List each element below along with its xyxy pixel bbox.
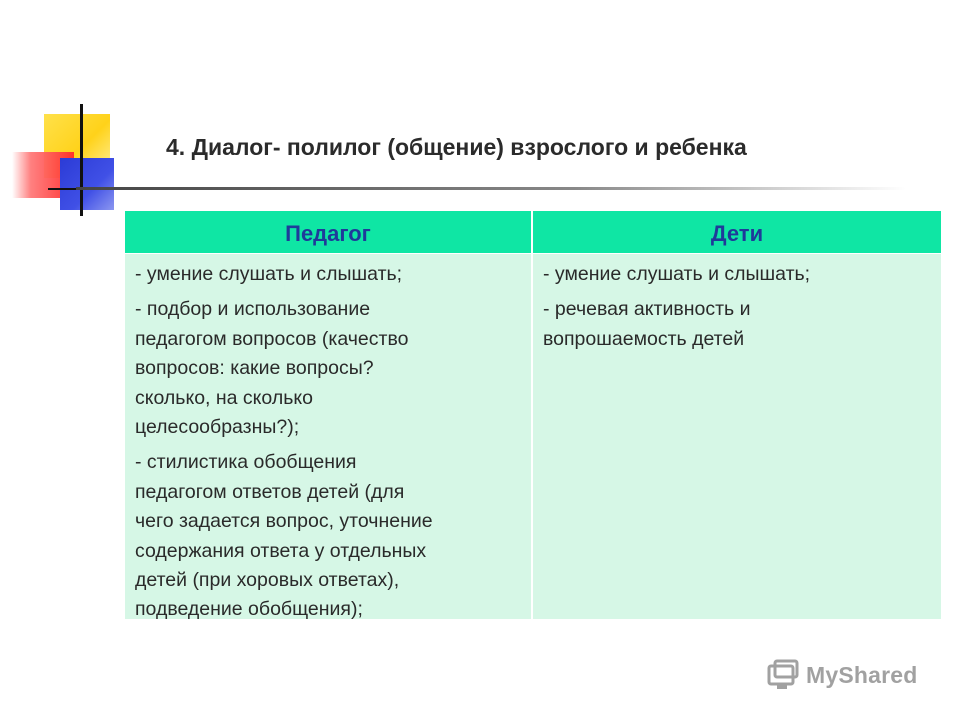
corner-decoration — [0, 0, 140, 230]
vertical-line-decoration — [80, 104, 83, 216]
list-item: - умение слушать и слышать; — [543, 263, 811, 285]
column-divider — [531, 254, 533, 619]
header-teacher: Педагог — [285, 221, 371, 246]
title-underline — [76, 187, 906, 190]
list-item: - подбор и использование педагогом вопросов (качество вопросов: какие вопросы? сколько, на сколько целесообразны?); — [135, 298, 409, 439]
table-header-row — [125, 211, 941, 253]
blue-square-decoration — [60, 158, 114, 210]
list-item: - стилистика обобщения педагогом ответов детей (для чего задается вопрос, уточнение содержания ответа у отдельных детей (при хоровых ответах), подведение обобщения); — [135, 451, 433, 621]
myshared-logo-icon — [766, 658, 800, 692]
myshared-watermark — [766, 658, 918, 692]
comparison-table — [125, 211, 941, 619]
list-item: - речевая активность и вопрошаемость детей — [543, 298, 751, 350]
header-children: Дети — [710, 221, 764, 246]
slide-title: 4. Диалог- полилог (общение) взрослого и ребенка — [166, 134, 747, 160]
table-body-row — [125, 254, 941, 619]
watermark-text: MyShared — [806, 661, 918, 688]
teacher-cell — [135, 260, 527, 631]
list-item: - умение слушать и слышать; — [135, 263, 403, 285]
children-cell — [543, 260, 935, 360]
